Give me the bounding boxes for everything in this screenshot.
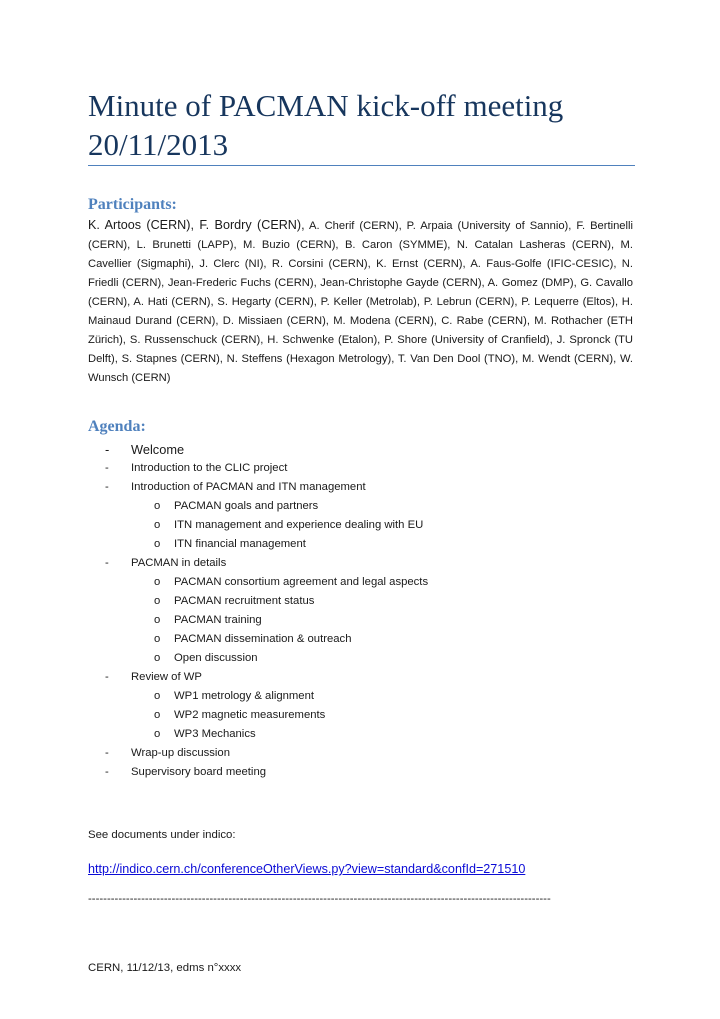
- agenda-item-text: Welcome: [131, 442, 185, 457]
- agenda-sub-bullet: o: [154, 614, 161, 626]
- agenda-subitem: [88, 497, 633, 516]
- agenda-item-text: PACMAN in details: [131, 557, 227, 569]
- agenda-bullet: -: [105, 747, 109, 759]
- agenda-bullet: -: [105, 557, 109, 569]
- agenda-item: [88, 744, 633, 763]
- agenda-bullet: -: [105, 481, 109, 493]
- agenda-sub-bullet: o: [154, 595, 161, 607]
- agenda-subitem-text: PACMAN consortium agreement and legal aspects: [174, 576, 429, 588]
- agenda-sub-bullet: o: [154, 500, 161, 512]
- agenda-subitem-text: WP1 metrology & alignment: [174, 690, 315, 702]
- agenda-sub-bullet: o: [154, 633, 161, 645]
- agenda-subitem: [88, 592, 633, 611]
- agenda-item: [88, 440, 633, 459]
- agenda-subitem-text: PACMAN training: [174, 614, 262, 626]
- agenda-subitem-text: PACMAN recruitment status: [174, 595, 315, 607]
- agenda-subitem: [88, 706, 633, 725]
- agenda-subitem: [88, 649, 633, 668]
- agenda-subitem-text: ITN financial management: [174, 538, 306, 550]
- agenda-list: [88, 440, 633, 782]
- agenda-sub-bullet: o: [154, 709, 161, 721]
- agenda-bullet: -: [105, 462, 109, 474]
- agenda-item-text: Introduction to the CLIC project: [131, 462, 288, 474]
- participants-lead: K. Artoos (CERN), F. Bordry (CERN),: [88, 218, 305, 232]
- agenda-sub-bullet: o: [154, 690, 161, 702]
- agenda-subitem: [88, 687, 633, 706]
- page-footer: CERN, 11/12/13, edms n°xxxx: [88, 962, 242, 974]
- agenda-heading: Agenda:: [88, 418, 146, 435]
- participants-heading: Participants:: [88, 196, 177, 213]
- agenda-subitem: [88, 516, 633, 535]
- agenda-subitem: [88, 535, 633, 554]
- agenda-subitem-text: WP2 magnetic measurements: [174, 709, 326, 721]
- agenda-sub-bullet: o: [154, 728, 161, 740]
- agenda-subitem-text: PACMAN goals and partners: [174, 500, 319, 512]
- indico-link[interactable]: http://indico.cern.ch/conferenceOtherViews.py?view=standard&confId=271510: [88, 862, 526, 876]
- agenda-sub-bullet: o: [154, 538, 161, 550]
- separator-line: --------------------------------------------------------------------------------------------------------------------------: [88, 893, 551, 905]
- agenda-item-text: Introduction of PACMAN and ITN management: [131, 481, 366, 493]
- agenda-item-text: Supervisory board meeting: [131, 766, 267, 778]
- agenda-item: [88, 668, 633, 687]
- agenda-item: [88, 554, 633, 573]
- agenda-item-text: Review of WP: [131, 671, 202, 683]
- agenda-subitem-text: WP3 Mechanics: [174, 728, 256, 740]
- agenda-sub-bullet: o: [154, 652, 161, 664]
- see-documents-text: See documents under indico:: [88, 829, 236, 841]
- agenda-bullet: -: [105, 766, 109, 778]
- title-line-1: Minute of PACMAN kick-off meeting: [88, 88, 564, 123]
- agenda-item: [88, 478, 633, 497]
- agenda-subitem-text: PACMAN dissemination & outreach: [174, 633, 352, 645]
- agenda-subitem-text: Open discussion: [174, 652, 258, 664]
- participants-paragraph: [88, 216, 633, 388]
- agenda-item-text: Wrap-up discussion: [131, 747, 230, 759]
- agenda-item: [88, 459, 633, 478]
- agenda-subitem: [88, 573, 633, 592]
- participants-list: A. Cherif (CERN), P. Arpaia (University of Sannio), F. Bertinelli (CERN), L. Brunetti (LAPP), M. Buzio (CERN), B. Caron (SYMME), N. Catalan Lasheras (CERN), M. Cavellier (Sigmaphi), J. Clerc (NI), R. Corsini (CERN), K. Ernst (CERN), A. Faus-Golfe (IFIC-CESIC), N. Friedli (CERN), Jean-Frederic Fuchs (CERN), Jean-Christophe Gayde (CERN), A. Gomez (DMP), G. Cavallo (CERN), A. Hati (CERN), S. Hegarty (CERN), P. Keller (Metrolab), P. Lebrun (CERN), P. Lequerre (Eltos), H. Mainaud Durand (CERN), D. Missiaen (CERN), M. Modena (CERN), C. Rabe (CERN), M. Rothacher (ETH Zürich), S. Russenschuck (CERN), H. Schwenke (Etalon), P. Shore (University of Cranfield), J. Spronck (TU Delft), S. Stapnes (CERN), N. Steffens (Hexagon Metrology), T. Van Den Dool (TNO), M. Wendt (CERN), W. Wunsch (CERN): [88, 220, 633, 384]
- title-underline: [88, 165, 635, 166]
- agenda-bullet: -: [105, 442, 110, 457]
- agenda-bullet: -: [105, 671, 109, 683]
- agenda-sub-bullet: o: [154, 576, 161, 588]
- agenda-subitem: [88, 611, 633, 630]
- agenda-subitem: [88, 725, 633, 744]
- title-line-2: 20/11/2013: [88, 127, 229, 162]
- agenda-sub-bullet: o: [154, 519, 161, 531]
- agenda-subitem: [88, 630, 633, 649]
- agenda-subitem-text: ITN management and experience dealing with EU: [174, 519, 424, 531]
- document-title: [88, 86, 648, 164]
- agenda-item: [88, 763, 633, 782]
